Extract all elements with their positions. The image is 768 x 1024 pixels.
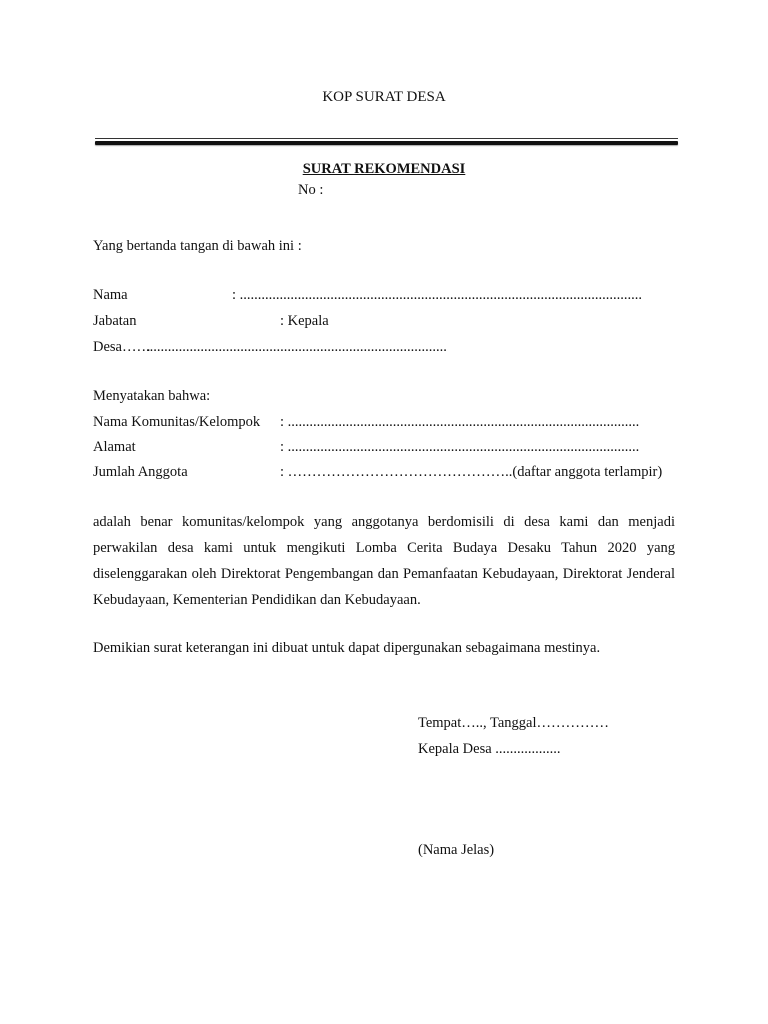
- field-label-jumlah-anggota: Jumlah Anggota: [93, 464, 188, 480]
- letterhead-thin-rule: [95, 138, 678, 139]
- letter-number-label: No :: [298, 182, 324, 198]
- field-label-jabatan: Jabatan: [93, 313, 137, 329]
- letterhead-title: KOP SURAT DESA: [322, 89, 446, 105]
- declare-text: Menyatakan bahwa:: [93, 388, 211, 404]
- field-value-alamat: : .................................................................................................: [280, 439, 640, 455]
- intro-text: Yang bertanda tangan di bawah ini :: [93, 238, 302, 254]
- closing-paragraph: Demikian surat keterangan ini dibuat untuk dapat dipergunakan sebagaimana mestinya.: [93, 640, 601, 656]
- field-label-alamat: Alamat: [93, 439, 136, 455]
- body-paragraph: adalah benar komunitas/kelompok yang anggotanya berdomisili di desa kami dan menjadi perwakilan desa kami untuk mengikuti Lomba Cerita Budaya Desaku Tahun 2020 yang diselenggarakan oleh Direktorat Pengembangan dan Pemanfaatan Kebudayaan, Direktorat Jenderal Kebudayaan, Kementerian Pendidikan dan Kebudayaan.: [93, 514, 675, 608]
- field-label-komunitas: Nama Komunitas/Kelompok: [93, 414, 261, 430]
- letter-title: SURAT REKOMENDASI: [302, 161, 466, 177]
- signature-position: Kepala Desa ..................: [418, 741, 561, 757]
- field-value-jumlah-anggota: : ………………………………………..(daftar anggota terlampir): [280, 464, 663, 480]
- field-value-desa: ...................................................................................: [146, 339, 447, 355]
- field-value-komunitas: : .................................................................................................: [280, 414, 640, 430]
- field-value-jabatan: : Kepala: [280, 313, 329, 329]
- signature-name: (Nama Jelas): [418, 842, 495, 858]
- signature-place-date: Tempat….., Tanggal……………: [418, 715, 610, 731]
- letterhead-thick-rule: [95, 141, 678, 145]
- field-label-nama: Nama: [93, 287, 128, 303]
- field-label-desa: Desa……: [93, 339, 151, 355]
- field-value-nama: : ...............................................................................................................: [232, 287, 643, 303]
